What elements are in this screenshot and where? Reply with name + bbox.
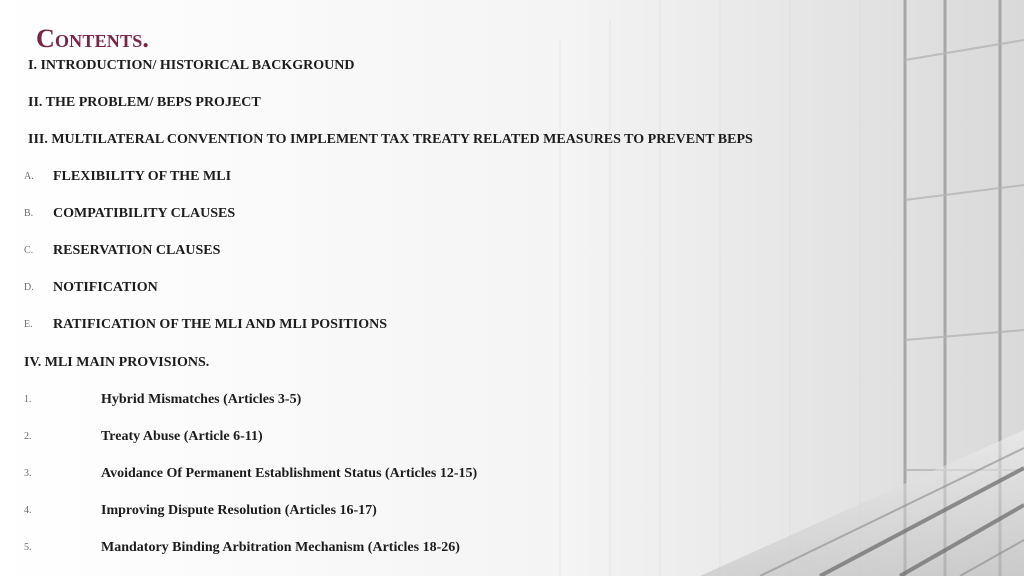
provision-item (24, 538, 544, 558)
provision-item (24, 464, 544, 484)
provision-label: Hybrid Mismatches (Articles 3-5) (101, 392, 302, 407)
section-label: I. INTRODUCTION/ HISTORICAL BACKGROUND (28, 58, 355, 73)
slide-title: Contents. (36, 24, 150, 53)
subsection-item (24, 241, 424, 261)
provision-item (24, 427, 544, 447)
subsection-item (24, 278, 424, 298)
subsection-item (24, 167, 424, 187)
subsection-marker: A. (24, 171, 34, 182)
section-item (28, 129, 753, 149)
section-label: II. THE PROBLEM/ BEPS PROJECT (28, 95, 261, 110)
section-item (24, 352, 209, 372)
provision-item (24, 501, 544, 521)
section-label: IV. MLI MAIN PROVISIONS. (24, 355, 210, 370)
subsection-label: FLEXIBILITY OF THE MLI (53, 169, 232, 184)
provision-label: Improving Dispute Resolution (Articles 16-17) (101, 503, 377, 518)
subsection-marker: C. (24, 245, 34, 256)
provision-label: Mandatory Binding Arbitration Mechanism (Articles 18-26) (101, 540, 460, 555)
provision-marker: 1. (24, 394, 32, 405)
provision-marker: 4. (24, 505, 32, 516)
provision-item (24, 390, 544, 410)
section-item (28, 92, 261, 112)
provision-marker: 5. (24, 542, 32, 553)
provision-label: Avoidance Of Permanent Establishment Status (Articles 12-15) (101, 466, 478, 481)
subsection-marker: D. (24, 282, 34, 293)
subsection-item (24, 315, 444, 335)
subsection-item (24, 204, 424, 224)
provision-marker: 3. (24, 468, 32, 479)
subsection-marker: E. (24, 319, 33, 330)
section-label: III. MULTILATERAL CONVENTION TO IMPLEMENT TAX TREATY RELATED MEASURES TO PREVENT BEPS (28, 132, 753, 147)
subsection-label: COMPATIBILITY CLAUSES (53, 206, 236, 221)
provision-label: Treaty Abuse (Article 6-11) (101, 429, 263, 444)
subsection-marker: B. (24, 208, 34, 219)
subsection-label: NOTIFICATION (53, 280, 158, 295)
subsection-label: RESERVATION CLAUSES (53, 243, 221, 258)
provision-marker: 2. (24, 431, 32, 442)
subsection-label: RATIFICATION OF THE MLI AND MLI POSITIONS (53, 317, 387, 332)
section-item (28, 55, 354, 75)
